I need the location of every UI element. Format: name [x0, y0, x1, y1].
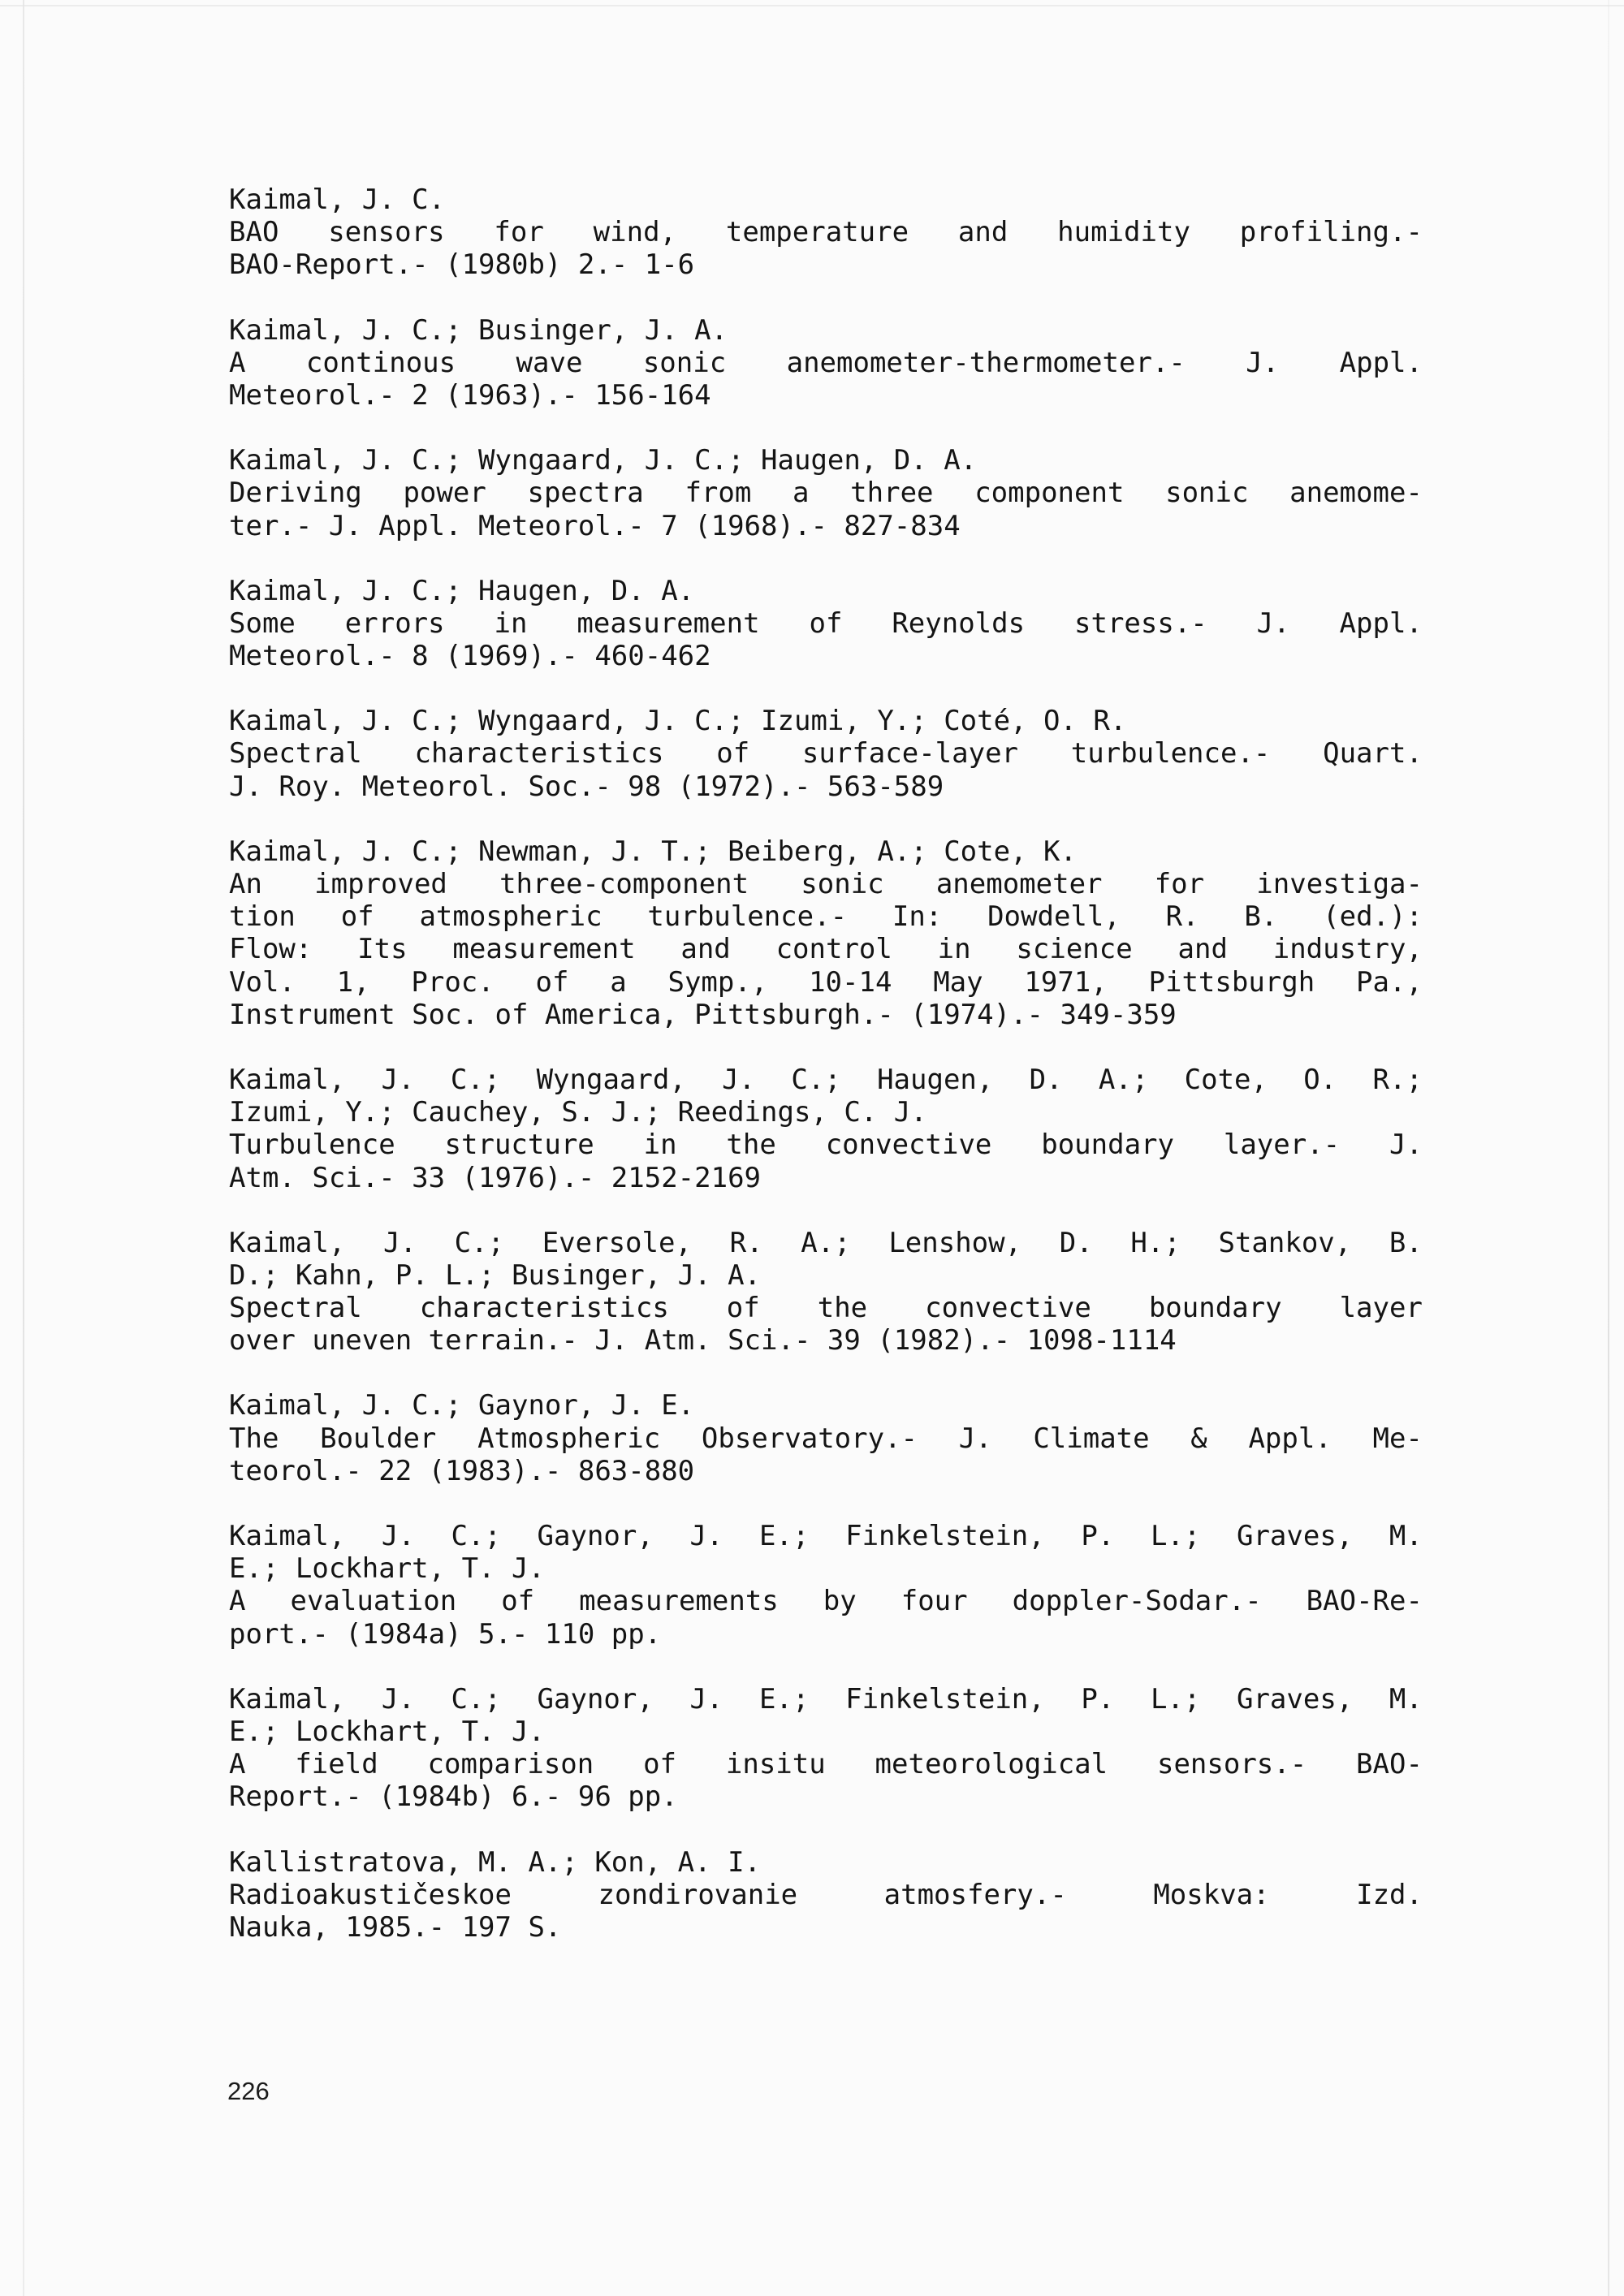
reference-word: O. — [1303, 1063, 1337, 1096]
reference-word: J. — [689, 1682, 723, 1716]
reference-word: Gaynor, — [537, 1520, 654, 1552]
reference-word: Wyngaard, — [536, 1063, 686, 1096]
reference-word: Spectral — [229, 1292, 362, 1325]
reference-word: Appl. — [1339, 606, 1423, 640]
reference-word: Graves, — [1236, 1682, 1354, 1716]
reference-word: in — [643, 1129, 677, 1162]
reference-word: J. — [382, 1226, 417, 1259]
reference-word: atmosfery.- — [883, 1878, 1067, 1911]
reference-word: component — [974, 477, 1125, 510]
reference-word: tion — [229, 900, 296, 934]
reference-line — [229, 347, 1423, 379]
reference-word: BAO- — [1356, 1748, 1423, 1781]
reference-line: E.; Lockhart, T. J. — [229, 1715, 545, 1748]
reference-word: BAO — [229, 216, 279, 249]
reference-word: J. — [1246, 346, 1280, 379]
reference-word: errors — [344, 606, 445, 640]
reference-word: convective — [925, 1292, 1091, 1325]
reference-word: Observatory.- — [701, 1422, 918, 1455]
reference-entry — [229, 183, 1423, 282]
reference-word: Haugen, — [877, 1063, 994, 1096]
reference-line — [229, 216, 1423, 248]
reference-word: May — [933, 965, 983, 999]
reference-line: port.- (1984a) 5.- 110 pp. — [229, 1617, 662, 1651]
reference-word: anemometer — [935, 868, 1103, 900]
reference-word: and — [1177, 933, 1228, 966]
reference-word: from — [685, 477, 752, 510]
reference-word: of — [340, 900, 374, 934]
reference-entry — [229, 1520, 1423, 1651]
reference-word: A — [229, 1585, 246, 1618]
reference-word: J. — [958, 1422, 992, 1455]
reference-word: Deriving — [229, 477, 362, 510]
reference-entry — [229, 1389, 1423, 1487]
reference-word: L.; — [1150, 1682, 1201, 1716]
reference-word: H.; — [1130, 1226, 1181, 1259]
reference-word: wind, — [593, 216, 677, 249]
reference-word: R.; — [1372, 1063, 1423, 1096]
reference-word: Vol. — [229, 965, 296, 999]
reference-word: of — [726, 1292, 760, 1325]
reference-word: zondirovanie — [598, 1878, 798, 1911]
reference-authors — [229, 1064, 1423, 1096]
reference-word: L.; — [1150, 1520, 1201, 1552]
reference-word: J. — [722, 1063, 756, 1096]
reference-word: J. — [1256, 606, 1290, 640]
reference-word: E.; — [759, 1682, 810, 1716]
reference-word: M. — [1389, 1682, 1423, 1716]
reference-line — [229, 607, 1423, 640]
reference-word: structure — [444, 1129, 594, 1162]
reference-line — [229, 933, 1423, 965]
reference-word: sensors.- — [1156, 1748, 1307, 1781]
reference-word: An — [229, 868, 262, 900]
reference-entry — [229, 1683, 1423, 1814]
reference-line: Izumi, Y.; Cauchey, S. J.; Reedings, C. J. — [229, 1096, 927, 1129]
reference-word: field — [295, 1748, 378, 1781]
reference-word: Radioakustičeskoe — [229, 1878, 512, 1911]
reference-word: Appl. — [1339, 346, 1423, 379]
reference-word: for — [1154, 868, 1205, 900]
reference-word: temperature — [725, 216, 909, 249]
reference-word: spectra — [527, 477, 644, 510]
reference-word: meteorological — [875, 1748, 1108, 1781]
reference-word: continous — [305, 346, 456, 379]
reference-word: surface-layer — [801, 737, 1019, 770]
reference-line — [229, 1422, 1423, 1455]
reference-word: Finkelstein, — [845, 1682, 1045, 1716]
reference-word: atmospheric — [419, 900, 603, 934]
reference-line — [229, 1879, 1423, 1911]
reference-line: Meteorol.- 8 (1969).- 460-462 — [229, 640, 711, 673]
reference-word: anemome- — [1289, 477, 1423, 510]
reference-word: boundary — [1148, 1292, 1282, 1325]
reference-word: profiling.- — [1239, 216, 1423, 249]
reference-word: Proc. — [411, 965, 495, 999]
reference-word: a — [610, 965, 627, 999]
reference-word: for — [494, 216, 544, 249]
reference-line — [229, 868, 1423, 900]
reference-list — [229, 183, 1423, 1976]
reference-word: Stankov, — [1218, 1226, 1352, 1259]
reference-line — [229, 900, 1423, 933]
reference-word: B. — [1389, 1226, 1423, 1259]
reference-word: Me- — [1372, 1422, 1423, 1455]
reference-line — [229, 966, 1423, 999]
reference-word: Appl. — [1248, 1422, 1332, 1455]
reference-word: Turbulence — [229, 1129, 395, 1162]
reference-word: three-component — [499, 868, 749, 900]
reference-word: control — [775, 933, 892, 966]
reference-authors: Kaimal, J. C. — [229, 183, 446, 216]
reference-word: humidity — [1057, 216, 1190, 249]
reference-word: stress.- — [1074, 606, 1207, 640]
reference-line: D.; Kahn, P. L.; Businger, J. A. — [229, 1258, 762, 1292]
reference-word: layer — [1339, 1292, 1423, 1325]
reference-authors: Kaimal, J. C.; Businger, J. A. — [229, 313, 728, 347]
reference-word: of — [643, 1748, 677, 1781]
reference-word: Spectral — [229, 737, 362, 770]
reference-word: C.; — [451, 1682, 501, 1716]
reference-line — [229, 1748, 1423, 1780]
reference-word: sonic — [1165, 477, 1249, 510]
reference-line: Meteorol.- 2 (1963).- 156-164 — [229, 378, 711, 412]
reference-word: characteristics — [414, 737, 664, 770]
reference-line: over uneven terrain.- J. Atm. Sci.- 39 (1982).- 1098-1114 — [229, 1324, 1177, 1357]
reference-word: D. — [1059, 1226, 1093, 1259]
reference-authors: Kaimal, J. C.; Gaynor, J. E. — [229, 1389, 695, 1422]
page-number: 226 — [227, 2077, 270, 2105]
reference-line: J. Roy. Meteorol. Soc.- 98 (1972).- 563-589 — [229, 770, 944, 803]
reference-word: of — [809, 606, 843, 640]
reference-word: Some — [229, 606, 296, 640]
reference-word: R. — [1165, 900, 1199, 934]
reference-entry — [229, 835, 1423, 1031]
reference-word: 10-14 — [809, 965, 892, 999]
reference-line: Report.- (1984b) 6.- 96 pp. — [229, 1780, 678, 1814]
reference-word: M. — [1389, 1520, 1423, 1552]
reference-word: A.; — [1098, 1063, 1149, 1096]
reference-line: E.; Lockhart, T. J. — [229, 1552, 545, 1586]
reference-entry — [229, 1064, 1423, 1194]
reference-line: Nauka, 1985.- 197 S. — [229, 1910, 562, 1944]
reference-authors: Kaimal, J. C.; Wyngaard, J. C.; Haugen, D. A. — [229, 444, 978, 477]
reference-word: R. — [729, 1226, 763, 1259]
reference-word: of — [535, 965, 569, 999]
reference-word: Boulder — [320, 1422, 437, 1455]
reference-word: measurement — [452, 933, 636, 966]
reference-word: (ed.): — [1323, 900, 1423, 934]
reference-word: evaluation — [290, 1585, 457, 1618]
reference-word: Pittsburgh — [1148, 965, 1315, 999]
reference-word: The — [229, 1422, 279, 1455]
reference-word: J. — [1389, 1129, 1423, 1162]
reference-word: A.; — [801, 1226, 851, 1259]
reference-entry — [229, 705, 1423, 803]
reference-line — [229, 1585, 1423, 1617]
reference-entry — [229, 314, 1423, 412]
reference-entry — [229, 444, 1423, 542]
reference-authors — [229, 1227, 1423, 1259]
reference-word: J. — [381, 1520, 415, 1552]
reference-authors — [229, 1520, 1423, 1552]
reference-word: characteristics — [419, 1292, 669, 1325]
reference-word: 1, — [336, 965, 370, 999]
reference-word: A — [229, 1748, 246, 1781]
reference-word: Dowdell, — [987, 900, 1121, 934]
reference-word: Atmospheric — [477, 1422, 661, 1455]
reference-word: of — [716, 737, 750, 770]
reference-word: BAO-Re- — [1306, 1585, 1423, 1618]
reference-word: Gaynor, — [537, 1682, 654, 1716]
reference-word: Izd. — [1356, 1878, 1423, 1911]
reference-entry — [229, 1846, 1423, 1944]
reference-word: In: — [892, 900, 943, 934]
reference-word: J. — [381, 1063, 415, 1096]
reference-line: Atm. Sci.- 33 (1976).- 2152-2169 — [229, 1161, 762, 1194]
reference-word: Moskva: — [1153, 1878, 1270, 1911]
reference-word: Climate — [1033, 1422, 1150, 1455]
reference-word: C.; — [450, 1063, 501, 1096]
reference-line: BAO-Report.- (1980b) 2.- 1-6 — [229, 248, 695, 282]
reference-line — [229, 477, 1423, 509]
reference-word: Its — [357, 933, 408, 966]
reference-word: science — [1016, 933, 1133, 966]
reference-word: C.; — [454, 1226, 505, 1259]
reference-authors: Kallistratova, M. A.; Kon, A. I. — [229, 1845, 762, 1879]
reference-word: sonic — [801, 868, 884, 900]
reference-authors: Kaimal, J. C.; Newman, J. T.; Beiberg, A.; Cote, K. — [229, 835, 1077, 868]
reference-word: B. — [1244, 900, 1278, 934]
reference-word: turbulence.- — [1070, 737, 1271, 770]
reference-word: P. — [1081, 1682, 1115, 1716]
reference-word: J. — [689, 1520, 723, 1552]
reference-word: Cote, — [1184, 1063, 1268, 1096]
scan-edge-right — [1608, 0, 1609, 2296]
reference-entry — [229, 575, 1423, 673]
reference-word: wave — [516, 346, 583, 379]
reference-word: Symp., — [667, 965, 768, 999]
reference-word: power — [403, 477, 486, 510]
reference-word: boundary — [1041, 1129, 1174, 1162]
scan-edge-left — [23, 0, 24, 2296]
reference-word: & — [1190, 1422, 1207, 1455]
reference-word: industry, — [1272, 933, 1423, 966]
reference-word: Pa., — [1355, 965, 1423, 999]
reference-word: P. — [1081, 1520, 1115, 1552]
reference-word: the — [726, 1129, 776, 1162]
reference-line — [229, 737, 1423, 770]
reference-word: turbulence.- — [647, 900, 848, 934]
reference-word: in — [937, 933, 971, 966]
reference-word: J. — [381, 1682, 415, 1716]
reference-word: investiga- — [1256, 868, 1423, 900]
reference-word: comparison — [427, 1748, 594, 1781]
reference-word: A — [229, 346, 246, 379]
reference-word: D. — [1029, 1063, 1063, 1096]
reference-word: anemometer-thermometer.- — [786, 346, 1186, 379]
reference-word: sonic — [642, 346, 727, 379]
reference-word: Flow: — [229, 933, 313, 966]
reference-word: C.; — [451, 1520, 501, 1552]
reference-word: E.; — [759, 1520, 810, 1552]
reference-word: improved — [314, 868, 447, 900]
reference-authors — [229, 1683, 1423, 1716]
reference-word: four — [901, 1585, 968, 1618]
reference-line — [229, 1129, 1423, 1161]
scan-edge-top — [0, 5, 1624, 6]
reference-word: and — [957, 216, 1009, 249]
reference-word: 1971, — [1024, 965, 1108, 999]
reference-word: Kaimal, — [229, 1226, 346, 1259]
reference-word: Reynolds — [892, 606, 1026, 640]
reference-word: in — [494, 606, 528, 640]
reference-word: convective — [825, 1129, 992, 1162]
reference-word: C.; — [791, 1063, 841, 1096]
reference-word: and — [680, 933, 731, 966]
reference-word: Quart. — [1323, 737, 1423, 770]
reference-entry — [229, 1227, 1423, 1357]
reference-line — [229, 1292, 1423, 1324]
reference-word: measurements — [579, 1585, 779, 1618]
reference-word: insitu — [725, 1748, 826, 1781]
reference-line: teorol.- 22 (1983).- 863-880 — [229, 1454, 695, 1487]
reference-word: Eversole, — [542, 1226, 692, 1259]
reference-word: measurement — [577, 606, 760, 640]
reference-authors: Kaimal, J. C.; Haugen, D. A. — [229, 574, 695, 607]
reference-word: sensors — [328, 216, 445, 249]
reference-word: three — [850, 477, 934, 510]
reference-word: a — [793, 477, 810, 510]
reference-word: layer.- — [1223, 1129, 1341, 1162]
reference-word: Graves, — [1236, 1520, 1354, 1552]
reference-word: Kaimal, — [229, 1520, 346, 1552]
reference-word: Finkelstein, — [845, 1520, 1045, 1552]
reference-word: by — [823, 1585, 857, 1618]
reference-line: Instrument Soc. of America, Pittsburgh.- (1974).- 349-359 — [229, 998, 1177, 1031]
reference-line: ter.- J. Appl. Meteorol.- 7 (1968).- 827-834 — [229, 509, 961, 542]
reference-word: Lenshow, — [888, 1226, 1022, 1259]
reference-word: doppler-Sodar.- — [1012, 1585, 1262, 1618]
reference-authors: Kaimal, J. C.; Wyngaard, J. C.; Izumi, Y.; Coté, O. R. — [229, 705, 1127, 738]
reference-word: of — [501, 1585, 535, 1618]
reference-word: Kaimal, — [229, 1063, 346, 1096]
reference-word: the — [817, 1292, 868, 1325]
reference-word: Kaimal, — [229, 1682, 346, 1716]
